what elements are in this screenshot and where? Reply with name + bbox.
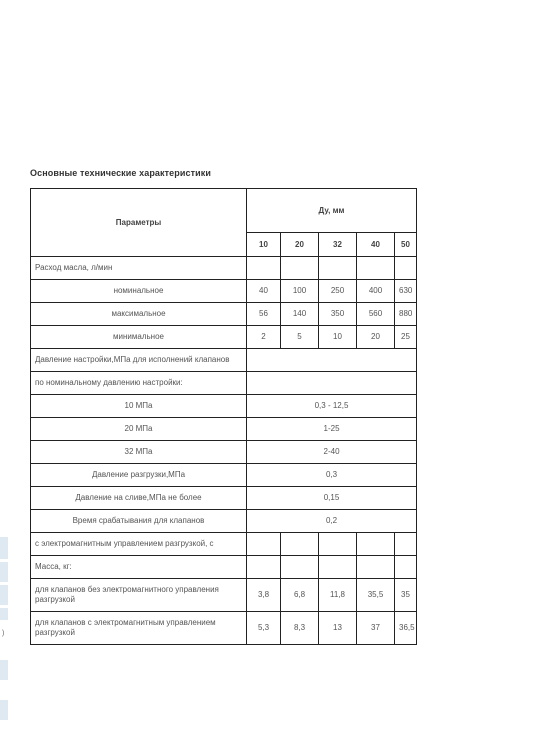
- size-header-cell: 50: [395, 233, 417, 257]
- table-row: [31, 372, 417, 395]
- value-cell-span: 1-25: [247, 418, 417, 441]
- value-cell: 630: [395, 280, 417, 303]
- empty-cell: [281, 257, 319, 280]
- spec-section: [30, 168, 420, 645]
- empty-cell: [319, 556, 357, 579]
- table-row: [31, 510, 417, 533]
- strip-block: [0, 608, 8, 620]
- row-label: для клапанов без электромагнитного управления разгрузкой: [31, 579, 247, 612]
- value-cell: 2: [247, 326, 281, 349]
- row-label: Давление на сливе,МПа не более: [31, 487, 247, 510]
- table-row: [31, 326, 417, 349]
- empty-cell: [357, 556, 395, 579]
- empty-cell: [281, 533, 319, 556]
- table-row: [31, 556, 417, 579]
- row-label: номинальное: [31, 280, 247, 303]
- value-cell-span: 0,15: [247, 487, 417, 510]
- value-cell: 11,8: [319, 579, 357, 612]
- empty-cell: [247, 533, 281, 556]
- table-row: [31, 612, 417, 645]
- table-row: [31, 464, 417, 487]
- size-header-cell: 20: [281, 233, 319, 257]
- value-cell: 37: [357, 612, 395, 645]
- value-cell: 6,8: [281, 579, 319, 612]
- value-cell-span: [247, 349, 417, 372]
- value-cell: 5,3: [247, 612, 281, 645]
- value-cell: 140: [281, 303, 319, 326]
- row-label: 32 МПа: [31, 441, 247, 464]
- row-label: для клапанов с электромагнитным управлением разгрузкой: [31, 612, 247, 645]
- left-edge-strip: [0, 0, 8, 735]
- value-cell: 560: [357, 303, 395, 326]
- table-row: [31, 280, 417, 303]
- table-row: [31, 303, 417, 326]
- size-header-cell: 10: [247, 233, 281, 257]
- table-row: [31, 533, 417, 556]
- size-header-cell: 40: [357, 233, 395, 257]
- empty-cell: [357, 533, 395, 556]
- value-cell: 36,5: [395, 612, 417, 645]
- value-cell: 8,3: [281, 612, 319, 645]
- empty-cell: [319, 533, 357, 556]
- table-row: [31, 418, 417, 441]
- empty-cell: [395, 533, 417, 556]
- empty-cell: [281, 556, 319, 579]
- value-cell: 880: [395, 303, 417, 326]
- value-cell-span: 0,3 - 12,5: [247, 395, 417, 418]
- row-label: по номинальному давлению настройки:: [31, 372, 247, 395]
- table-row: [31, 441, 417, 464]
- value-cell: 5: [281, 326, 319, 349]
- empty-cell: [395, 257, 417, 280]
- row-label: Давление разгрузки,МПа: [31, 464, 247, 487]
- value-cell: 350: [319, 303, 357, 326]
- value-cell: 20: [357, 326, 395, 349]
- table-row: [31, 257, 417, 280]
- row-label: с электромагнитным управлением разгрузкой, с: [31, 533, 247, 556]
- strip-mark: ): [2, 630, 5, 637]
- row-label: Масса, кг:: [31, 556, 247, 579]
- empty-cell: [395, 556, 417, 579]
- empty-cell: [319, 257, 357, 280]
- size-header-cell: 32: [319, 233, 357, 257]
- row-label: Расход масла, л/мин: [31, 257, 247, 280]
- value-cell-span: 0,3: [247, 464, 417, 487]
- value-cell: 100: [281, 280, 319, 303]
- empty-cell: [357, 257, 395, 280]
- specs-table: [30, 188, 417, 645]
- row-label: Давление настройки,МПа для исполнений клапанов: [31, 349, 247, 372]
- empty-cell: [247, 257, 281, 280]
- value-cell-span: 0,2: [247, 510, 417, 533]
- value-cell-span: [247, 372, 417, 395]
- table-row: [31, 579, 417, 612]
- row-label: 10 МПа: [31, 395, 247, 418]
- value-cell: 35: [395, 579, 417, 612]
- value-cell: 56: [247, 303, 281, 326]
- strip-block: [0, 700, 8, 720]
- specs-body: [31, 257, 417, 645]
- param-header: Параметры: [31, 189, 247, 257]
- value-cell: 13: [319, 612, 357, 645]
- value-cell-span: 2-40: [247, 441, 417, 464]
- empty-cell: [247, 556, 281, 579]
- section-heading: Основные технические характеристики: [30, 168, 211, 178]
- value-cell: 25: [395, 326, 417, 349]
- value-cell: 250: [319, 280, 357, 303]
- value-cell: 40: [247, 280, 281, 303]
- row-label: Время срабатывания для клапанов: [31, 510, 247, 533]
- value-cell: 3,8: [247, 579, 281, 612]
- table-row: [31, 487, 417, 510]
- value-cell: 10: [319, 326, 357, 349]
- row-label: минимальное: [31, 326, 247, 349]
- row-label: максимальное: [31, 303, 247, 326]
- strip-block: [0, 585, 8, 605]
- strip-block: [0, 660, 8, 680]
- value-cell: 35,5: [357, 579, 395, 612]
- strip-block: [0, 537, 8, 559]
- table-row: [31, 395, 417, 418]
- du-header: Ду, мм: [247, 189, 417, 233]
- strip-block: [0, 562, 8, 582]
- value-cell: 400: [357, 280, 395, 303]
- table-row: [31, 349, 417, 372]
- row-label: 20 МПа: [31, 418, 247, 441]
